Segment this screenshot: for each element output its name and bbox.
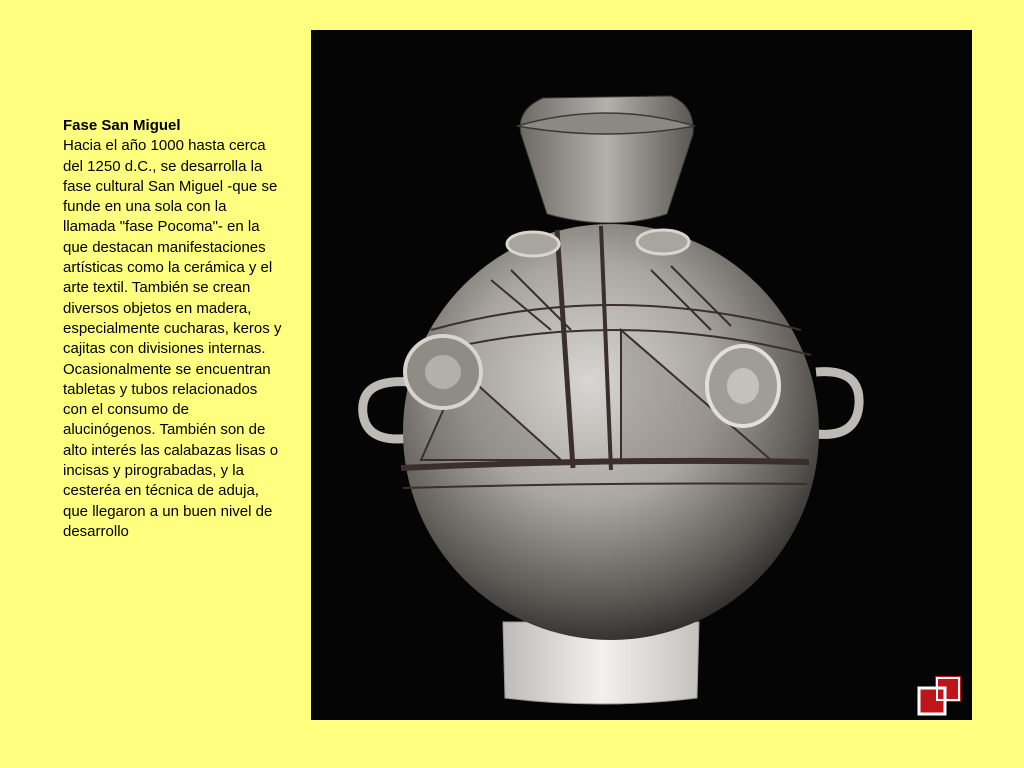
ceramic-vessel-photo	[311, 30, 972, 720]
right-handle	[816, 372, 859, 435]
watermark-logo	[919, 676, 961, 714]
phase-title: Fase San Miguel	[63, 117, 181, 134]
description-text	[63, 116, 283, 542]
phase-description: Hacia el año 1000 hasta cerca del 1250 d.C., se desarrolla la fase cultural San Miguel -que se funde en una sola con la llamada "fase Pocoma"- en la que destacan manifestaciones artísticas como la cerámica y el arte textil. También se crean diversos objetos en madera, especialmente cucharas, keros y cajitas con divisiones internas. Ocasionalmente se encuentran tabletas y tubos relacionados con el consumo de alucinógenos. También son de alto interés las calabazas lisas o incisas y pirograbadas, y la cesteréa en técnica de aduja, que llegaron a un buen nivel de desarrollo	[63, 137, 282, 540]
vessel-illustration	[311, 30, 972, 720]
